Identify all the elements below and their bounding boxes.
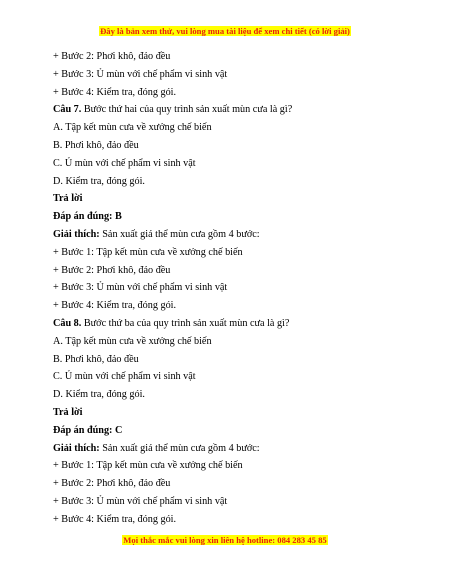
text-line — [53, 386, 420, 404]
line-label: Đáp án đúng: B — [53, 211, 122, 223]
line-text: C. Ủ mùn với chế phẩm vi sinh vật — [53, 157, 196, 169]
text-line — [53, 262, 420, 280]
line-text: D. Kiểm tra, đóng gói. — [53, 175, 145, 187]
preview-notice-text: Đây là bản xem thử, vui lòng mua tài liệu để xem chi tiết (có lời giải) — [100, 26, 350, 36]
text-line — [53, 333, 420, 351]
text-line — [53, 208, 420, 226]
line-text: Sản xuất giá thể mùn cưa gồm 4 bước: — [99, 228, 260, 240]
line-text: Bước thứ hai của quy trình sản xuất mùn cưa là gì? — [81, 104, 293, 116]
text-line — [53, 137, 420, 155]
text-line — [53, 493, 420, 511]
line-text: B. Phơi khô, đảo đều — [53, 353, 139, 365]
text-line — [53, 173, 420, 191]
line-text: A. Tập kết mùn cưa về xưởng chế biến — [53, 122, 212, 134]
text-line — [53, 475, 420, 493]
line-text: A. Tập kết mùn cưa về xưởng chế biến — [53, 335, 212, 347]
line-text: Sản xuất giá thể mùn cưa gồm 4 bước: — [99, 442, 260, 454]
text-line — [53, 226, 420, 244]
text-line — [53, 297, 420, 315]
line-label: Đáp án đúng: C — [53, 424, 123, 436]
text-line — [53, 48, 420, 66]
text-line — [53, 190, 420, 208]
text-line — [53, 101, 420, 119]
line-label: Câu 8. — [53, 317, 82, 329]
line-label: Giải thích: — [53, 442, 100, 454]
text-line — [53, 155, 420, 173]
text-line — [53, 457, 420, 475]
line-text: Bước thứ ba của quy trình sản xuất mùn cưa là gì? — [81, 317, 290, 329]
text-line — [53, 66, 420, 84]
hotline-footer-banner — [0, 535, 450, 545]
text-line — [53, 315, 420, 333]
line-text: D. Kiểm tra, đóng gói. — [53, 389, 145, 401]
text-line — [53, 84, 420, 102]
line-label: Câu 7. — [53, 104, 82, 116]
line-label: Trả lời — [53, 193, 83, 205]
line-text: + Bước 3: Ủ mùn với chế phẩm vi sinh vật — [53, 68, 228, 80]
line-text: + Bước 2: Phơi khô, đảo đều — [53, 51, 171, 62]
text-line — [53, 351, 420, 369]
line-label: Giải thích: — [53, 228, 100, 240]
line-text: C. Ủ mùn với chế phẩm vi sinh vật — [53, 371, 196, 383]
text-line — [53, 119, 420, 137]
line-text: + Bước 1: Tập kết mùn cưa về xưởng chế biến — [53, 246, 243, 258]
line-label: Trả lời — [53, 406, 83, 418]
preview-notice-banner — [0, 26, 450, 36]
line-text: + Bước 1: Tập kết mùn cưa về xưởng chế biến — [53, 460, 243, 472]
line-text: + Bước 2: Phơi khô, đảo đều — [53, 478, 171, 490]
document-body — [53, 48, 420, 529]
text-line — [53, 368, 420, 386]
line-text: + Bước 4: Kiểm tra, đóng gói. — [53, 300, 177, 312]
line-text: B. Phơi khô, đảo đều — [53, 139, 139, 151]
text-line — [53, 404, 420, 422]
line-text: + Bước 3: Ủ mùn với chế phẩm vi sinh vật — [53, 495, 228, 507]
hotline-footer-text: Mọi thắc mắc vui lòng xin liên hệ hotline: 084 283 45 85 — [123, 535, 327, 545]
line-text: + Bước 3: Ủ mùn với chế phẩm vi sinh vật — [53, 282, 228, 294]
text-line — [53, 279, 420, 297]
line-text: + Bước 4: Kiểm tra, đóng gói. — [53, 86, 177, 98]
text-line — [53, 244, 420, 262]
line-text: + Bước 4: Kiểm tra, đóng gói. — [53, 513, 177, 525]
text-line — [53, 422, 420, 440]
line-text: + Bước 2: Phơi khô, đảo đều — [53, 264, 171, 276]
text-line — [53, 440, 420, 458]
text-line — [53, 511, 420, 529]
